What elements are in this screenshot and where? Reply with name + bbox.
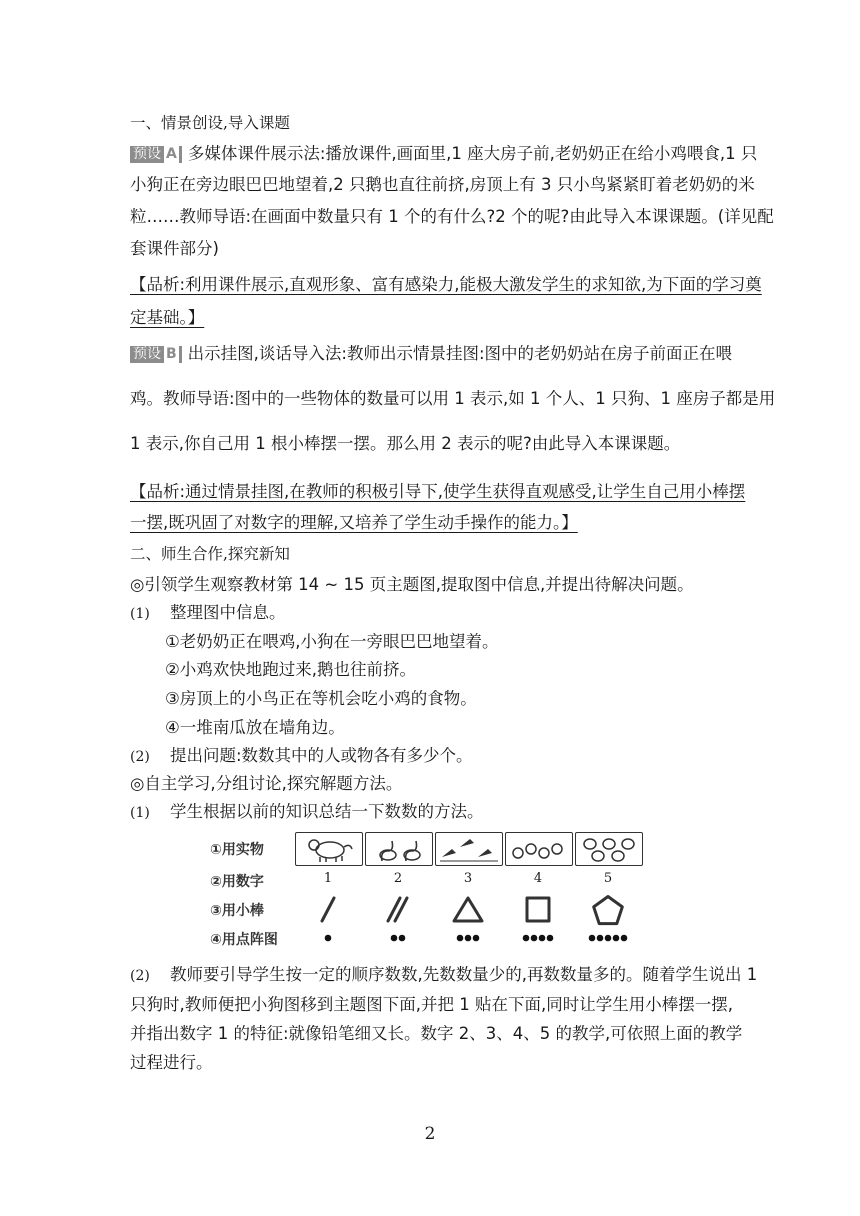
page-number: 2 [424, 1124, 436, 1144]
item-2: (2) 提出问题:数数其中的人或物各有多少个。 [130, 746, 473, 765]
counting-methods-figure [210, 825, 650, 950]
row-label-digits: ②用数字 [210, 874, 264, 890]
dot [531, 935, 538, 942]
digit-1: 1 [323, 871, 333, 886]
sub-item-4: ④一堆南瓜放在墙角边。 [165, 718, 345, 737]
digit-5: 5 [603, 871, 613, 886]
item-j2-line-4: 过程进行。 [130, 1053, 213, 1072]
stick-shape-3 [454, 898, 482, 921]
dot [621, 935, 628, 942]
preset-a-tag: 预设 A [130, 146, 182, 163]
preset-b-tag: 预设 B [130, 346, 182, 363]
dot [523, 935, 530, 942]
dot [325, 935, 332, 942]
stick-shape-1 [322, 898, 334, 921]
preset-b-line-2: 鸡。教师导语:图中的一些物体的数量可以用 1 表示,如 1 个人、1 只狗、1 座房子都是用 [130, 389, 776, 408]
dot [613, 935, 620, 942]
dot [457, 935, 464, 942]
analysis-a-line-2: 定基础。】 [130, 308, 205, 327]
digit-4: 4 [533, 871, 543, 886]
observe-line: ◎引领学生观察教材第 14 ~ 15 页主题图,提取图中信息,并提出待解决问题。 [130, 575, 694, 594]
preset-a-line-3: 粒……教师导语:在画面中数量只有 1 个的有什么?2 个的呢?由此导入本课课题。(详见配 [130, 207, 774, 226]
item-j1: (1) 学生根据以前的知识总结一下数数的方法。 [130, 802, 484, 821]
sub-item-3: ③房顶上的小鸟正在等机会吃小鸡的食物。 [165, 689, 477, 708]
preset-a-line-4: 套课件部分) [130, 239, 219, 258]
section-title-1: 一、情景创设,导入课题 [130, 114, 290, 132]
dot [399, 935, 406, 942]
stick-shape-4 [527, 898, 549, 921]
dot [589, 935, 596, 942]
row-label-objects: ①用实物 [210, 842, 264, 858]
sub-item-2: ②小鸡欢快地跑过来,鹅也往前挤。 [165, 660, 417, 679]
item-j2-line-1: (2) 教师要引导学生按一定的顺序数数,先数数量少的,再数数量多的。随着学生说出 1 [130, 965, 758, 984]
dot [597, 935, 604, 942]
digit-2: 2 [393, 871, 403, 886]
row-label-dots: ④用点阵图 [210, 932, 278, 948]
item-j2-line-3: 并指出数字 1 的特征:就像铅笔细又长。数字 2、3、4、5 的教学,可依照上面的教学 [130, 1024, 743, 1043]
section-title-2: 二、师生合作,探究新知 [130, 545, 290, 563]
preset-b-line-1: 预设 B 出示挂图,谈话导入法:教师出示情景挂图:图中的老奶奶站在房子前面正在喂 [130, 343, 732, 365]
analysis-b-line-2: 一摆,既巩固了对数字的理解,又培养了学生动手操作的能力。】 [130, 513, 578, 532]
preset-a-line-1: 预设 A 多媒体课件展示法:播放课件,画面里,1 座大房子前,老奶奶正在给小鸡喂食,1 只 [130, 143, 757, 165]
preset-b-line-3: 1 表示,你自己用 1 根小棒摆一摆。那么用 2 表示的呢?由此导入本课课题。 [130, 434, 681, 453]
dot [605, 935, 612, 942]
preset-a-line-2: 小狗正在旁边眼巴巴地望着,2 只鹅也直往前挤,房顶上有 3 只小鸟紧紧盯着老奶奶的米 [130, 175, 755, 194]
analysis-b-line-1: 【品析:通过情景挂图,在教师的积极引导下,使学生获得直观感受,让学生自己用小棒摆 [130, 482, 746, 501]
sub-item-1: ①老奶奶正在喂鸡,小狗在一旁眼巴巴地望着。 [165, 632, 499, 651]
item-j2-line-2: 只狗时,教师便把小狗图移到主题图下面,并把 1 贴在下面,同时让学生用小棒摆一摆, [130, 995, 733, 1014]
dot [465, 935, 472, 942]
dot [547, 935, 554, 942]
row-label-sticks: ③用小棒 [210, 903, 264, 919]
analysis-a-line-1: 【品析:利用课件展示,直观形象、富有感染力,能极大激发学生的求知欲,为下面的学习奠 [130, 275, 762, 294]
digit-3: 3 [463, 871, 473, 886]
dot [539, 935, 546, 942]
study-line: ◎自主学习,分组讨论,探究解题方法。 [130, 774, 403, 793]
dot [473, 935, 480, 942]
item-1: (1) 整理图中信息。 [130, 603, 286, 622]
dot [391, 935, 398, 942]
sticks-and-dots [210, 825, 650, 950]
stick-shape-5 [594, 897, 623, 924]
